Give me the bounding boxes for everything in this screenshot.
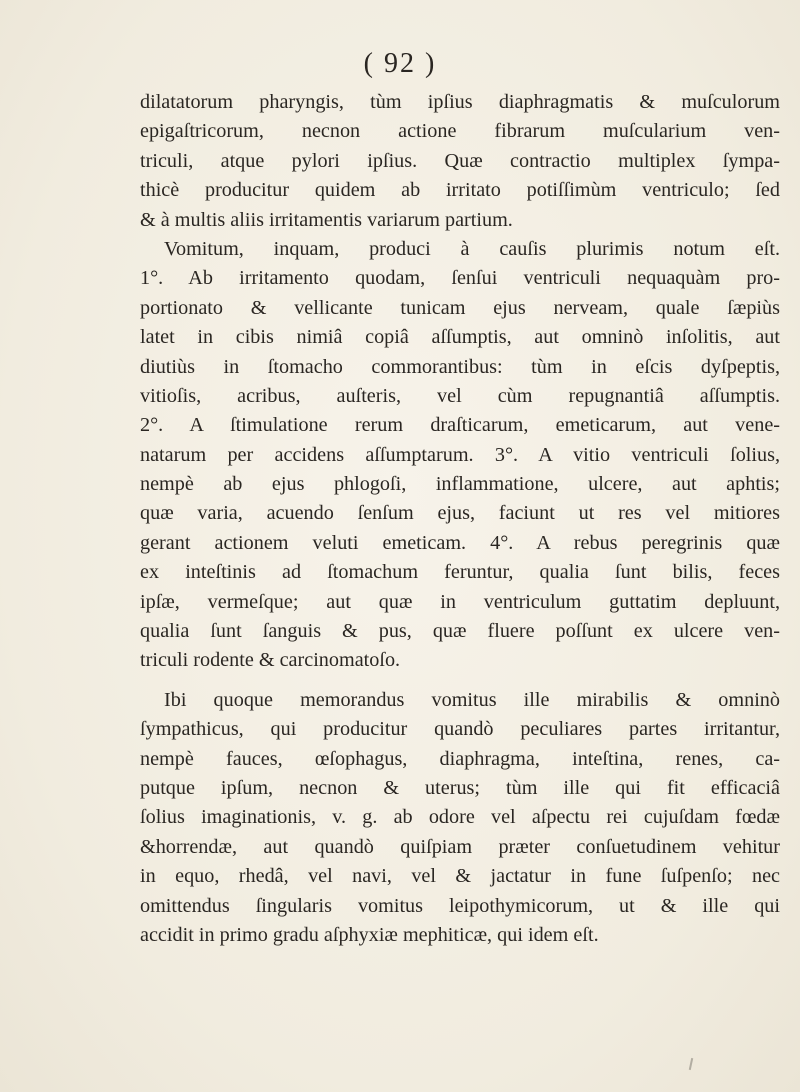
text-line: omittendus ſingularis vomitus leipothymicorum, ut & ille qui	[140, 894, 780, 917]
text-line: triculi, atque pylori ipſius. Quæ contractio multiplex ſympa-	[140, 149, 780, 172]
text-line: 2°. A ſtimulatione rerum draſticarum, emeticarum, aut vene-	[140, 414, 780, 437]
text-line: ſolius imaginationis, v. g. ab odore vel aſpectu rei cujuſdam fœdæ	[140, 806, 780, 829]
text-line: vitioſis, acribus, auſteris, vel cùm repugnantiâ aſſumptis.	[140, 384, 780, 407]
text-line: quæ varia, acuendo ſenſum ejus, faciunt ut res vel mitiores	[140, 502, 780, 525]
text-line: latet in cibis nimiâ copiâ aſſumptis, aut omninò inſolitis, aut	[140, 326, 780, 349]
text-line: nempè ab ejus phlogoſi, inflammatione, ulcere, aut aphtis;	[140, 473, 780, 496]
paper-mark	[689, 1058, 693, 1070]
text-line: ipſæ, vermeſque; aut quæ in ventriculum guttatim depluunt,	[140, 590, 780, 613]
body-text	[140, 88, 780, 950]
page-number: ( 92 )	[363, 48, 437, 79]
text-line: thicè producitur quidem ab irritato potiſſimùm ventriculo; ſed	[140, 179, 780, 202]
text-line: &horrendæ, aut quandò quiſpiam præter conſuetudinem vehitur	[140, 835, 780, 858]
text-line: dilatatorum pharyngis, tùm ipſius diaphragmatis & muſculorum	[140, 91, 780, 113]
text-line: gerant actionem veluti emeticam. 4°. A rebus peregrinis quæ	[140, 531, 780, 554]
text-line: triculi rodente & carcinomatoſo.	[140, 649, 401, 672]
text-line: Ibi quoque memorandus vomitus ille mirabilis & omninò	[164, 688, 780, 711]
text-line: natarum per accidens aſſumptarum. 3°. A vitio ventriculi ſolius,	[140, 443, 780, 466]
text-line: ſympathicus, qui producitur quandò peculiares partes irritantur,	[140, 718, 780, 741]
text-line: qualia ſunt ſanguis & pus, quæ fluere poſſunt ex ulcere ven-	[140, 620, 780, 643]
text-line: Vomitum, inquam, produci à cauſis plurimis notum eſt.	[164, 237, 780, 260]
text-line: nempè fauces, œſophagus, diaphragma, inteſtina, renes, ca-	[140, 747, 780, 770]
text-line: in equo, rhedâ, vel navi, vel & jactatur in fune ſuſpenſo; nec	[140, 865, 780, 888]
text-line: accidit in primo gradu aſphyxiæ mephiticæ, qui idem eſt.	[140, 923, 599, 946]
text-line: 1°. Ab irritamento quodam, ſenſui ventriculi nequaquàm pro-	[140, 267, 780, 290]
text-line: epigaſtricorum, necnon actione fibrarum muſcularium ven-	[140, 120, 780, 143]
text-line: putque ipſum, necnon & uterus; tùm ille qui fit efficaciâ	[140, 776, 780, 799]
text-line: portionato & vellicante tunicam ejus nerveam, quale ſæpiùs	[140, 296, 780, 319]
text-line: diutiùs in ſtomacho commorantibus: tùm in eſcis dyſpeptis,	[140, 355, 780, 378]
text-line: & à multis aliis irritamentis variarum partium.	[140, 208, 513, 231]
text-line: ex inteſtinis ad ſtomachum feruntur, qualia ſunt bilis, feces	[140, 561, 780, 584]
